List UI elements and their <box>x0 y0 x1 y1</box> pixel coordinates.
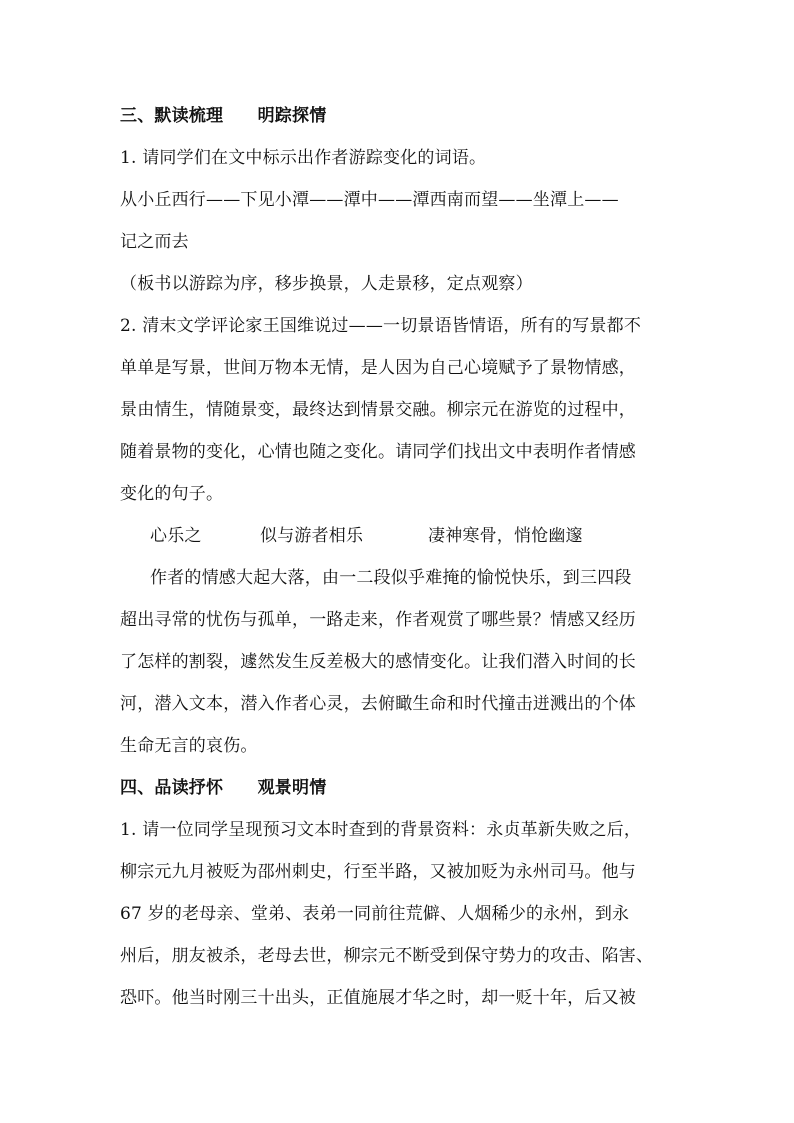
paragraph-line: 生命无言的哀伤。 <box>120 736 258 756</box>
paragraph-line: 河，潜入文本，潜入作者心灵，去俯瞰生命和时代撞击迸溅出的个体 <box>120 694 636 714</box>
question-2-line: 单单是写景，世间万物本无情，是人因为自己心境赋予了景物情感， <box>120 358 636 378</box>
paragraph-line: 了怎样的割裂，遽然发生反差极大的感情变化。让我们潜入时间的长 <box>120 652 636 672</box>
question-2-line: 2. 清末文学评论家王国维说过——一切景语皆情语，所有的写景都不 <box>120 316 642 336</box>
quote-2: 似与游者相乐 <box>260 526 364 546</box>
route-line-2: 记之而去 <box>120 232 189 252</box>
background-line: 恐吓。他当时刚三十出头，正值施展才华之时，却一贬十年，后又被 <box>120 988 636 1008</box>
background-line: 州后，朋友被杀，老母去世，柳宗元不断受到保守势力的攻击、陷害、 <box>120 946 654 966</box>
board-note: （板书以游踪为序，移步换景，人走景移，定点观察） <box>120 274 533 294</box>
question-2-line: 变化的句子。 <box>120 484 224 504</box>
question-1-text: 1. 请同学们在文中标示出作者游踪变化的词语。 <box>120 148 487 168</box>
background-line: 67 岁的老母亲、堂弟、表弟一同前往荒僻、人烟稀少的永州，到永 <box>120 904 630 924</box>
paragraph-line: 超出寻常的忧伤与孤单，一路走来，作者观赏了哪些景？情感又经历 <box>120 610 636 630</box>
quote-3: 凄神寒骨，悄怆幽邃 <box>428 526 583 546</box>
background-line: 1. 请一位同学呈现预习文本时查到的背景资料：永贞革新失败之后， <box>120 820 642 840</box>
route-line-1: 从小丘西行——下见小潭——潭中——潭西南而望——坐潭上—— <box>120 190 619 210</box>
background-line: 柳宗元九月被贬为邵州刺史，行至半路，又被加贬为永州司马。他与 <box>120 862 636 882</box>
quote-1: 心乐之 <box>150 526 202 546</box>
question-2-line: 景由情生，情随景变，最终达到情景交融。柳宗元在游览的过程中， <box>120 400 636 420</box>
paragraph-line: 作者的情感大起大落，由一二段似乎难掩的愉悦快乐，到三四段 <box>150 568 632 588</box>
section-4-heading: 四、品读抒怀 观景明情 <box>120 778 327 798</box>
question-2-line: 随着景物的变化，心情也随之变化。请同学们找出文中表明作者情感 <box>120 442 636 462</box>
section-3-heading: 三、默读梳理 明踪探情 <box>120 106 327 126</box>
